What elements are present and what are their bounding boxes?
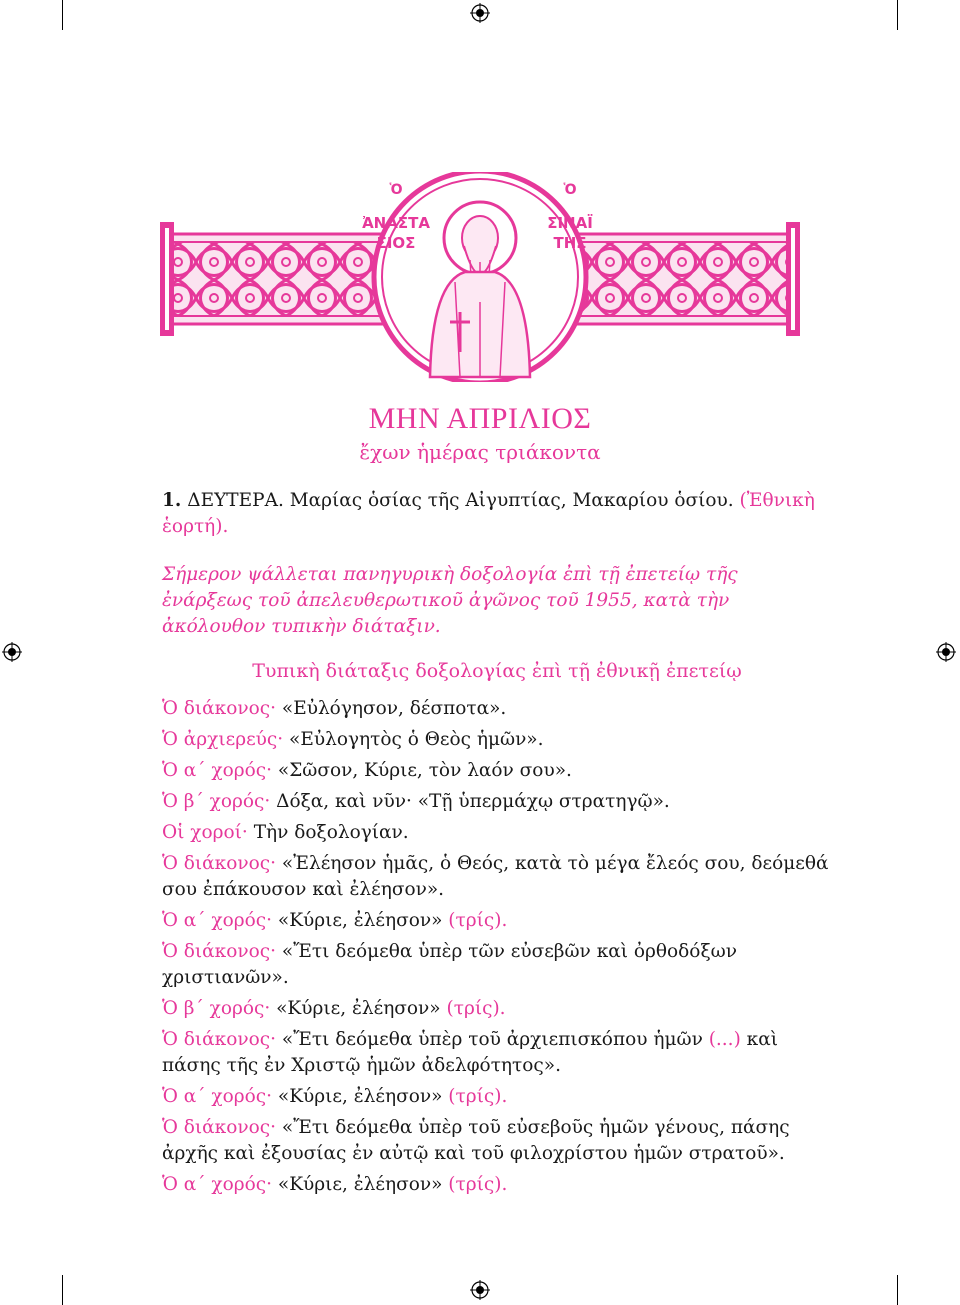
line-text: Δόξα, καὶ νῦν· «Τῇ ὑπερμάχῳ στρατηγῷ».	[270, 791, 670, 812]
line-text: «Ἔτι δεόμεθα ὑπὲρ τοῦ ἀρχιεπισκόπου ἡμῶν	[276, 1029, 709, 1050]
registration-mark-icon	[2, 642, 22, 662]
day-entry	[162, 488, 832, 540]
list-item	[162, 1027, 832, 1079]
repeat-note: (τρίς).	[448, 910, 508, 931]
svg-text:ΤΗΣ: ΤΗΣ	[553, 234, 587, 252]
line-text: «Σῶσον, Κύριε, τὸν λαόν σου».	[272, 760, 572, 781]
speaker-label: Ὁ διάκονος·	[162, 1117, 276, 1138]
svg-text:ἈΝΑΣΤΑ: ἈΝΑΣΤΑ	[362, 214, 430, 232]
line-text: «Ἔτι δεόμεθα ὑπὲρ τοῦ εὐσεβοῦς ἡμῶν γένους, πάσης ἀρχῆς καὶ ἐξουσίας ἐν αὐτῷ καὶ τοῦ φιλοχρίστου ἡμῶν στρατοῦ».	[162, 1117, 790, 1164]
speaker-label: Ὁ διάκονος·	[162, 853, 276, 874]
list-item	[162, 1084, 832, 1110]
svg-text:Ὁ: Ὁ	[389, 182, 403, 198]
day-text: ΔΕΥΤΕΡΑ. Μαρίας ὁσίας τῆς Αἰγυπτίας, Μακαρίου ὁσίου.	[181, 490, 740, 511]
crop-mark	[62, 0, 63, 30]
document-body	[162, 488, 832, 1203]
line-text: «Ἔτι δεόμεθα ὑπὲρ τῶν εὐσεβῶν καὶ ὀρθοδόξων χριστιανῶν».	[162, 941, 737, 988]
day-number: 1.	[162, 490, 182, 511]
registration-mark-icon	[936, 642, 956, 662]
speaker-label: Ὁ β΄ χορός·	[162, 998, 271, 1019]
speaker-label: Ὁ α΄ χορός·	[162, 1174, 273, 1195]
list-item	[162, 908, 832, 934]
speaker-label: Ὁ α΄ χορός·	[162, 760, 273, 781]
list-item	[162, 939, 832, 991]
repeat-note: (τρίς).	[446, 998, 506, 1019]
list-item	[162, 789, 832, 815]
ellipsis-note: (...)	[708, 1029, 741, 1050]
day-note: (Ἐθνικὴ ἑορτή).	[162, 490, 815, 537]
section-heading: Τυπικὴ διάταξις δοξολογίας ἐπὶ τῇ ἐθνικῇ ἐπετείῳ	[252, 660, 742, 682]
line-text-tail: καὶ πάσης τῆς ἐν Χριστῷ ἡμῶν ἀδελφότητος».	[162, 1029, 778, 1076]
saint-banner-illustration	[160, 172, 800, 382]
line-text: «Κύριε, ἐλέησον»	[272, 1174, 449, 1195]
line-text: «Κύριε, ἐλέησον»	[272, 1086, 449, 1107]
svg-text:ΣΙΝΑΪ: ΣΙΝΑΪ	[547, 214, 593, 232]
list-item	[162, 1115, 832, 1167]
line-text: «Κύριε, ἐλέησον»	[272, 910, 449, 931]
svg-text:Ὁ: Ὁ	[563, 182, 577, 198]
list-item	[162, 758, 832, 784]
month-title: ΜΗΝ ΑΠΡΙΛΙΟΣ	[368, 402, 592, 435]
list-item	[162, 851, 832, 903]
line-text: «Εὐλογητὸς ὁ Θεὸς ἡμῶν».	[283, 729, 544, 750]
month-subtitle: ἔχων ἡμέρας τριάκοντα	[359, 440, 601, 464]
list-item	[162, 1172, 832, 1198]
speaker-label: Ὁ β΄ χορός·	[162, 791, 271, 812]
line-text: «Ἐλέησον ἡμᾶς, ὁ Θεός, κατὰ τὸ μέγα ἔλεός σου, δεόμεθά σου ἐπάκουσον καὶ ἐλέησον».	[162, 853, 829, 900]
repeat-note: (τρίς).	[448, 1174, 508, 1195]
crop-mark	[897, 0, 898, 30]
list-item	[162, 996, 832, 1022]
line-text: «Κύριε, ἐλέησον»	[270, 998, 447, 1019]
speaker-label: Ὁ α΄ χορός·	[162, 910, 273, 931]
speaker-label: Ὁ ἀρχιερεύς·	[162, 729, 284, 750]
crop-mark	[897, 1275, 898, 1305]
list-item	[162, 696, 832, 722]
list-item	[162, 820, 832, 846]
line-text: «Εὐλόγησον, δέσποτα».	[276, 698, 507, 719]
speaker-label: Οἱ χοροί·	[162, 822, 248, 843]
intro-paragraph: Σήμερον ψάλλεται πανηγυρικὴ δοξολογία ἐπὶ τῇ ἐπετείῳ τῆς ἐνάρξεως τοῦ ἀπελευθερωτικοῦ ἀγῶνος τοῦ 1955, κατὰ τὴν ἀκόλουθον τυπικὴν διάταξιν.	[162, 564, 738, 637]
speaker-label: Ὁ διάκονος·	[162, 941, 276, 962]
list-item	[162, 727, 832, 753]
line-text: Τὴν δοξολογίαν.	[247, 822, 409, 843]
svg-text:ΣΙΟΣ: ΣΙΟΣ	[376, 234, 416, 252]
repeat-note: (τρίς).	[448, 1086, 508, 1107]
crop-mark	[62, 1275, 63, 1305]
registration-mark-icon	[470, 3, 490, 23]
registration-mark-icon	[470, 1280, 490, 1300]
speaker-label: Ὁ α΄ χορός·	[162, 1086, 273, 1107]
speaker-label: Ὁ διάκονος·	[162, 1029, 276, 1050]
speaker-label: Ὁ διάκονος·	[162, 698, 276, 719]
